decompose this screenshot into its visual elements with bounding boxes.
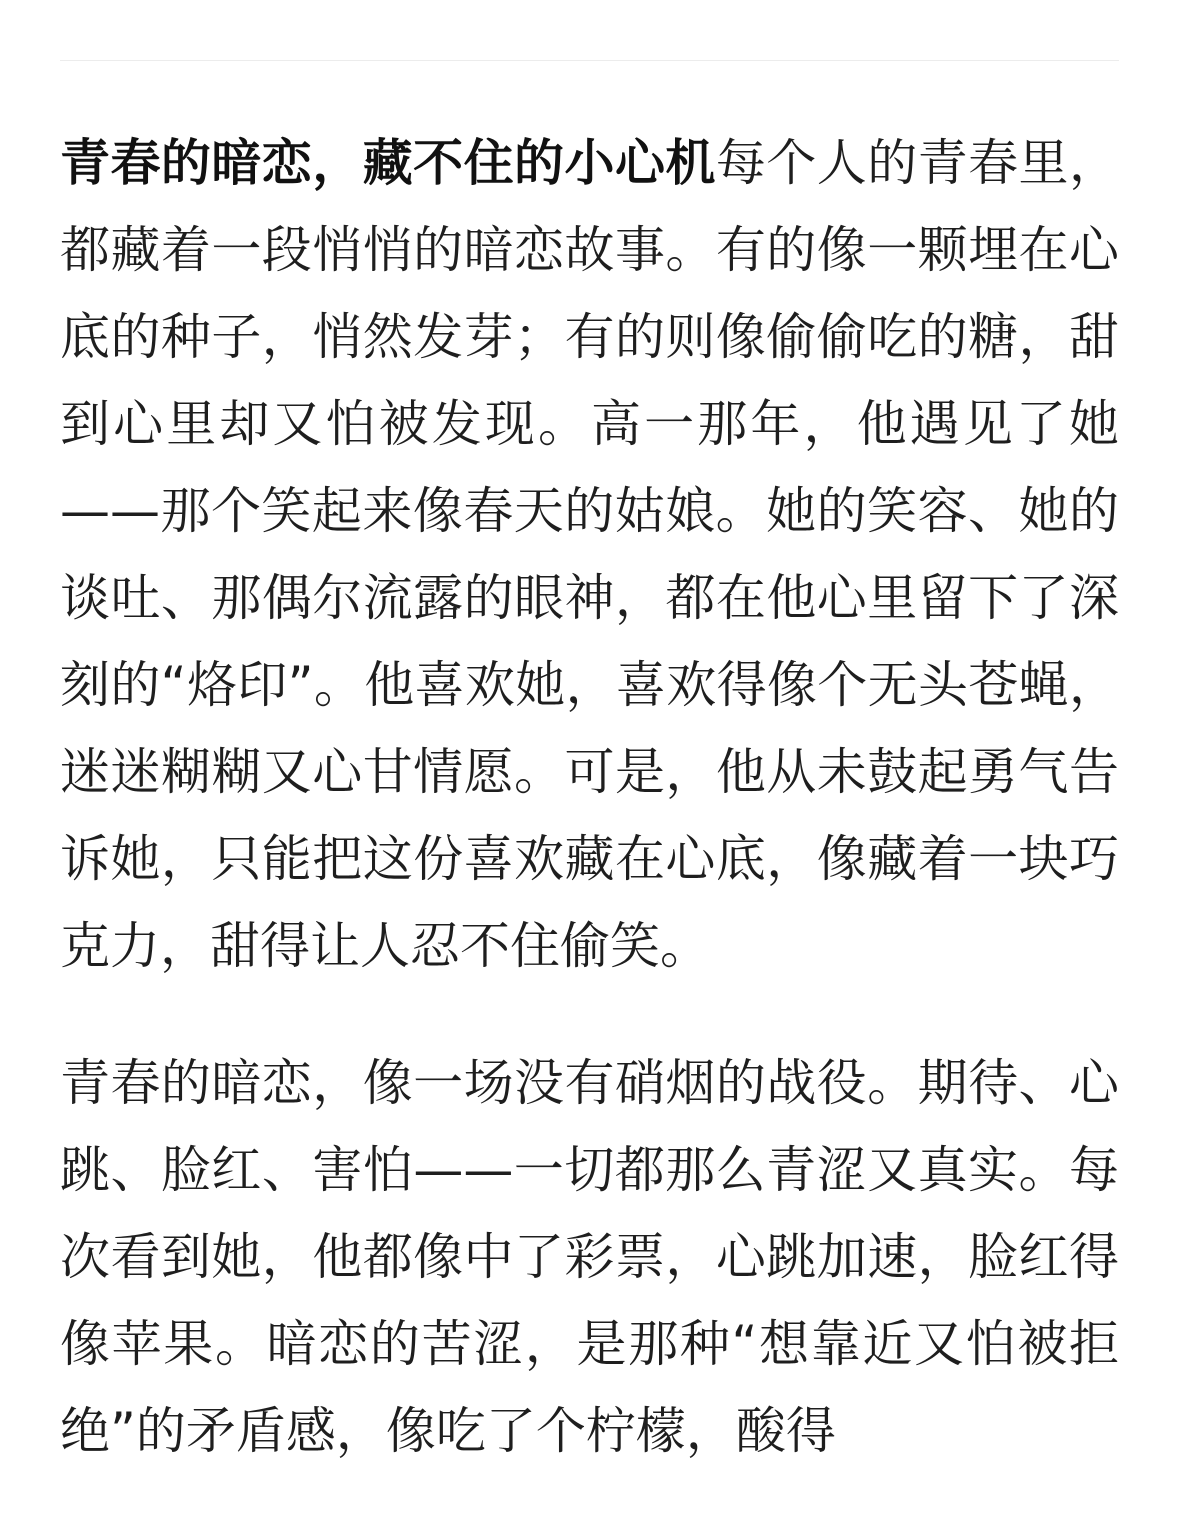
- article-body: [60, 120, 1119, 1525]
- top-divider: [60, 60, 1119, 61]
- paragraph-lead: 青春的暗恋，藏不住的小心机: [60, 134, 716, 192]
- article-paragraph: [60, 1040, 1119, 1475]
- article-paragraph: [60, 120, 1119, 990]
- paragraph-text: 每个人的青春里，都藏着一段悄悄的暗恋故事。有的像一颗埋在心底的种子，悄然发芽；有的则像偷偷吃的糖，甜到心里却又怕被发现。高一那年，他遇见了她——那个笑起来像春天的姑娘。她的笑容、她的谈吐、那偶尔流露的眼神，都在他心里留下了深刻的“烙印”。他喜欢她，喜欢得像个无头苍蝇，迷迷糊糊又心甘情愿。可是，他从未鼓起勇气告诉她，只能把这份喜欢藏在心底，像藏着一块巧克力，甜得让人忍不住偷笑。: [60, 134, 1120, 975]
- paragraph-text: 青春的暗恋，像一场没有硝烟的战役。期待、心跳、脸红、害怕——一切都那么青涩又真实。每次看到她，他都像中了彩票，心跳加速，脸红得像苹果。暗恋的苦涩，是那种“想靠近又怕被拒绝”的矛盾感，像吃了个柠檬，酸得: [60, 1054, 1119, 1460]
